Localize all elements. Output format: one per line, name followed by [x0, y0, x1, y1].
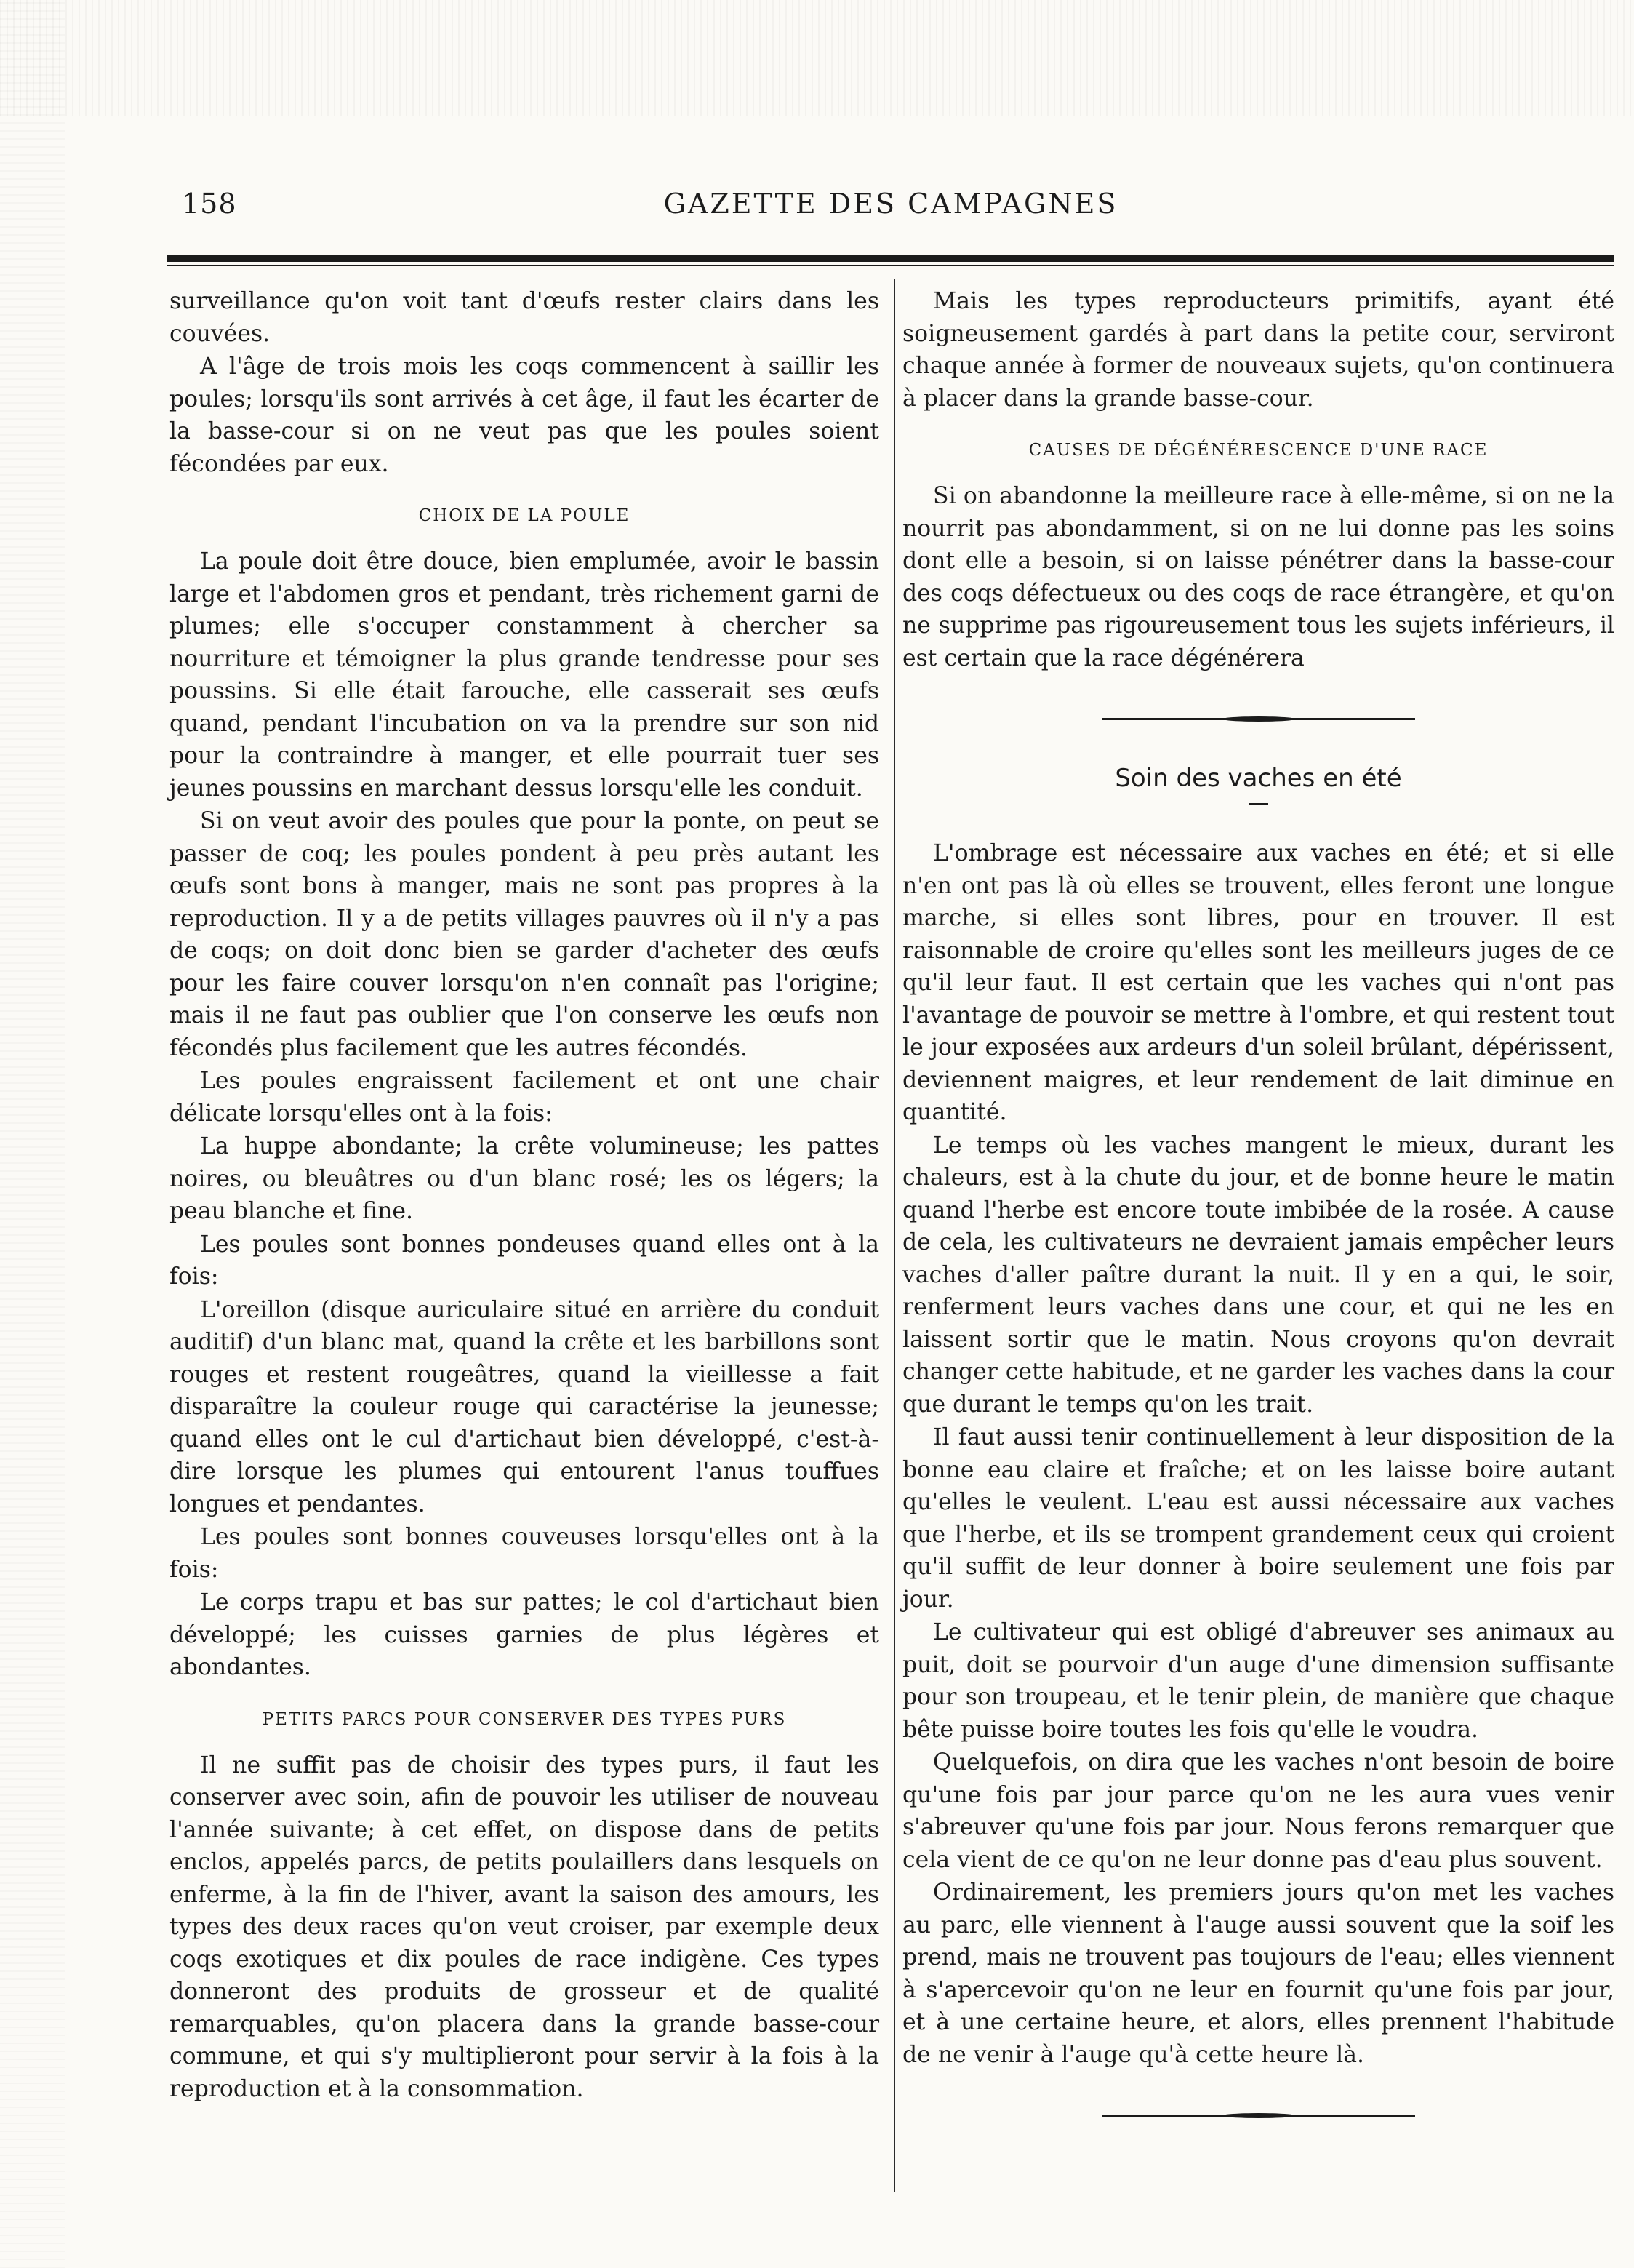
paragraph: Ordinairement, les premiers jours qu'on met les vaches au parc, elle viennent à l'auge aussi souvent que la soif les prend, mais ne trouvent pas toujours de l'eau; elles viennent à s'apercevoir qu'on ne leur en fournit qu'une fois par jour, et à une certaine heure, et alors, elles prennent l'habitude de ne venir à l'auge qu'à cette heure là.	[902, 1880, 1614, 2068]
paragraph: A l'âge de trois mois les coqs commencent à saillir les poules; lorsqu'ils sont arrivés à cet âge, il faut les écarter de la basse-cour si on ne veut pas que les poules soient fécondées par eux.	[169, 354, 879, 477]
section-heading-causes: CAUSES DE DÉGÉNÉRESCENCE D'UNE RACE	[1028, 441, 1489, 460]
paragraph: Si on abandonne la meilleure race à elle-même, si on ne la nourrit pas abondamment, si on ne lui donne pas les soins dont elle a besoin, si on laisse pénétrer dans la basse-cour des coqs défectueux ou des coqs de race étrangère, et qu'on ne supprime pas rigoureusement tous les sujets inférieurs, il est certain que la race dégénérera	[902, 483, 1614, 671]
ornament-rule-end	[1102, 2113, 1415, 2118]
left-column	[169, 285, 879, 2105]
ornament-rule	[1102, 716, 1415, 722]
paragraph: La poule doit être douce, bien emplumée, avoir le bassin large et l'abdomen gros et pendant, très richement garni de plumes; elle s'occuper constamment à chercher sa nourriture et témoigner la plus grande tendresse pour ses poussins. Si elle était farouche, elle casserait ses œufs quand, pendant l'incubation on va la prendre sur son nid pour la contraindre à manger, et elle pourrait tuer ses jeunes poussins en marchant dessus lorsqu'elle les conduit.	[169, 548, 879, 802]
paragraph: L'ombrage est nécessaire aux vaches en été; et si elle n'en ont pas là où elles se trouvent, elles feront une longue marche, si elles sont libres, pour en trouver. Il est raisonnable de croire qu'elles sont les meilleurs juges de ce qu'il leur faut. Il est certain que les vaches qui n'ont pas l'avantage de pouvoir se mettre à l'ombre, et qui restent tout le jour exposées aux ardeurs d'un soleil brûlant, dépérissent, deviennent maigres, et leur rendement de lait diminue en quantité.	[902, 840, 1614, 1125]
journal-title: GAZETTE DES CAMPAGNES	[663, 188, 1118, 220]
section-heading-choix: CHOIX DE LA POULE	[418, 506, 630, 525]
title-dash	[1249, 803, 1268, 805]
paragraph: Le cultivateur qui est obligé d'abreuver ses animaux au puit, doit se pourvoir d'un auge d'une dimension suffisante pour son troupeau, et le tenir plein, de manière que chaque bête puisse boire toutes les fois qu'elle le voudra.	[902, 1619, 1614, 1743]
scan-noise-top	[0, 0, 1634, 116]
scan-noise-left	[0, 0, 65, 2268]
paragraph: Mais les types reproducteurs primitifs, ayant été soigneusement gardés à part dans la petite cour, serviront chaque année à former de nouveaux sujets, qu'on continuera à placer dans la grande basse-cour.	[902, 288, 1614, 412]
paragraph: Si on veut avoir des poules que pour la ponte, on peut se passer de coq; les poules pondent à peu près autant les œufs sont bons à manger, mais ne sont pas propres à la reproduction. Il y a de petits villages pauvres où il n'y a pas de coqs; on doit donc bien se garder d'acheter des œufs pour les faire couver lorsqu'on n'en connaît pas l'origine; mais il ne faut pas oublier que l'on conserve les œufs non fécondés plus facilement que les autres fécondés.	[169, 808, 879, 1061]
header-rule-thick	[167, 255, 1614, 262]
paragraph: surveillance qu'on voit tant d'œufs rester clairs dans les couvées.	[169, 288, 879, 347]
paragraph: Les poules sont bonnes pondeuses quand elles ont à la fois:	[169, 1231, 879, 1290]
paragraph: L'oreillon (disque auriculaire situé en arrière du conduit auditif) d'un blanc mat, quand la crête et les barbillons sont rouges et restent rougeâtres, quand la vieillesse a fait disparaître la couleur rouge qui caractérise la jeunesse; quand elles ont le cul d'artichaut bien développé, c'est-à-dire lorsque les plumes qui entourent l'anus touffues longues et pendantes.	[169, 1296, 879, 1517]
paragraph: Les poules sont bonnes couveuses lorsqu'elles ont à la fois:	[169, 1524, 879, 1583]
paragraph: Les poules engraissent facilement et ont une chair délicate lorsqu'elles ont à la fois:	[169, 1068, 879, 1127]
paragraph: Il ne suffit pas de choisir des types purs, il faut les conserver avec soin, afin de pouvoir les utiliser de nouveau l'année suivante; à cet effet, on dispose dans de petits enclos, appelés parcs, de petits poulaillers dans lesquels on enferme, à la fin de l'hiver, avant la saison des amours, les types des deux races qu'on veut croiser, par exemple deux coqs exotiques et dix poules de race indigène. Ces types donneront des produits de grosseur et de qualité remarquables, qu'on placera dans la grande basse-cour commune, et qui s'y multiplieront pour servir à la fois à la reproduction et à la consommation.	[169, 1752, 879, 2102]
section-heading-parcs: PETITS PARCS POUR CONSERVER DES TYPES PURS	[262, 1709, 787, 1729]
paragraph: Le temps où les vaches mangent le mieux, durant les chaleurs, est à la chute du jour, et de bonne heure le matin quand l'herbe est encore toute imbibée de la rosée. A cause de cela, les cultivateurs ne devraient jamais empêcher leurs vaches d'aller paître durant la nuit. Il y en a qui, le soir, renferment leurs vaches dans une cour, et qui ne les en laissent sortir que le matin. Nous croyons qu'on devrait changer cette habitude, et ne garder les vaches dans la cour que durant le temps qu'on les trait.	[902, 1132, 1614, 1418]
paragraph: La huppe abondante; la crête volumineuse; les pattes noires, ou bleuâtres ou d'un blanc rosé; les os légers; la peau blanche et fine.	[169, 1133, 879, 1224]
right-column	[902, 285, 1614, 2159]
page-header	[167, 188, 1614, 231]
paragraph: Il faut aussi tenir continuellement à leur disposition de la bonne eau claire et fraîche; et on les laisse boire autant qu'elles le veulent. L'eau est aussi nécessaire aux vaches que l'herbe, et ils se trompent grandement ceux qui croient qu'il suffit de leur donner à boire seulement une fois par jour.	[902, 1424, 1614, 1613]
column-divider	[894, 279, 895, 2192]
paragraph: Le corps trapu et bas sur pattes; le col d'artichaut bien développé; les cuisses garnies de plus légères et abondantes.	[169, 1589, 879, 1680]
article-title: Soin des vaches en été	[1115, 764, 1402, 793]
page-number: 158	[182, 188, 237, 220]
paragraph: Quelquefois, on dira que les vaches n'ont besoin de boire qu'une fois par jour parce qu'on ne les aura vues venir s'abreuver qu'une fois par jour. Nous ferons remarquer que cela vient de ce qu'on ne leur donne pas d'eau plus souvent.	[902, 1749, 1614, 1873]
header-rule-thin	[167, 265, 1614, 266]
